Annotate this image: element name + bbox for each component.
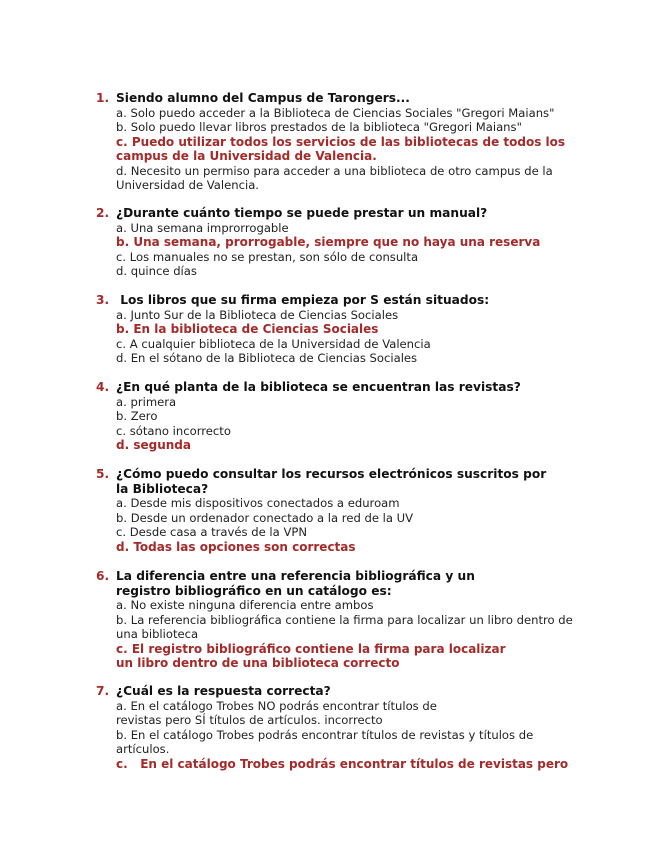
option-d: d. Necesito un permiso para acceder a una biblioteca de otro campus de la Universidad de Valencia. xyxy=(116,163,553,192)
question-heading xyxy=(96,293,576,308)
option-a: a. Solo puedo acceder a la Biblioteca de Ciencias Sociales "Gregori Maians" xyxy=(116,105,555,120)
option-c: c. Los manuales no se prestan, son sólo de consulta xyxy=(116,249,419,264)
question-5 xyxy=(96,467,576,554)
option-a: a. Una semana improrrogable xyxy=(116,220,289,235)
question-heading xyxy=(96,380,576,395)
option-a: a. Junto Sur de la Biblioteca de Ciencias Sociales xyxy=(116,307,399,322)
question-text: Los libros que su firma empieza por S están situados: xyxy=(116,293,490,307)
option-c-correct: c. El registro bibliográfico contiene la firma para localizar un libro dentro de una biblioteca correcto xyxy=(116,641,506,670)
question-number: 7. xyxy=(96,684,110,698)
question-number: 1. xyxy=(96,91,110,105)
question-text: ¿En qué planta de la biblioteca se encuentran las revistas? xyxy=(116,380,521,394)
option-b: b. Desde un ordenador conectado a la red de la UV xyxy=(116,510,414,525)
question-heading xyxy=(96,206,576,221)
option-b-correct: b. En la biblioteca de Ciencias Sociales xyxy=(116,322,379,336)
option-d: d. quince días xyxy=(116,264,197,278)
question-text: ¿Durante cuánto tiempo se puede prestar un manual? xyxy=(116,206,488,220)
option-b: b. La referencia bibliográfica contiene la firma para localizar un libro dentro de una biblioteca xyxy=(116,612,573,641)
option-c: c. sótano incorrecto xyxy=(116,423,231,438)
question-2 xyxy=(96,206,576,279)
option-b: b. Zero xyxy=(116,409,158,423)
question-4 xyxy=(96,380,576,453)
option-a: a. primera xyxy=(116,394,177,409)
question-heading xyxy=(96,91,576,106)
question-text: ¿Cuál es la respuesta correcta? xyxy=(116,684,331,698)
option-a: a. Desde mis dispositivos conectados a eduroam xyxy=(116,496,400,510)
question-text: La diferencia entre una referencia bibliográfica y un registro bibliográfico en un catálogo es: xyxy=(116,569,475,598)
option-b: b. En el catálogo Trobes podrás encontrar títulos de revistas y títulos de artículos. xyxy=(116,727,534,756)
question-3 xyxy=(96,293,576,366)
option-d-correct: d. segunda xyxy=(116,438,191,452)
question-number: 5. xyxy=(96,467,110,481)
question-heading xyxy=(96,569,576,598)
question-heading xyxy=(96,684,576,699)
option-c-correct: c. En el catálogo Trobes podrás encontrar títulos de revistas pero xyxy=(116,756,569,771)
option-b: b. Solo puedo llevar libros prestados de la biblioteca "Gregori Maians" xyxy=(116,120,522,134)
question-number: 4. xyxy=(96,380,110,394)
option-c: c. Desde casa a través de la VPN xyxy=(116,525,308,539)
question-text: ¿Cómo puedo consultar los recursos electrónicos suscritos por la Biblioteca? xyxy=(116,467,547,496)
option-d-correct: d. Todas las opciones son correctas xyxy=(116,539,356,554)
option-d: d. En el sótano de la Biblioteca de Ciencias Sociales xyxy=(116,351,418,365)
option-c-correct: c. Puedo utilizar todos los servicios de las bibliotecas de todos los campus de la Universidad de Valencia. xyxy=(116,134,566,163)
option-a: a. No existe ninguna diferencia entre ambos xyxy=(116,598,374,612)
question-number: 3. xyxy=(96,293,110,307)
question-6 xyxy=(96,569,576,671)
question-number: 6. xyxy=(96,569,110,583)
option-c: c. A cualquier biblioteca de la Universidad de Valencia xyxy=(116,336,431,351)
question-text: Siendo alumno del Campus de Tarongers... xyxy=(116,91,410,105)
question-7 xyxy=(96,684,576,771)
question-1 xyxy=(96,91,576,193)
option-a: a. En el catálogo Trobes NO podrás encontrar títulos de revistas pero SÍ títulos de artículos. incorrecto xyxy=(116,698,437,727)
option-b-correct: b. Una semana, prorrogable, siempre que no haya una reserva xyxy=(116,235,541,249)
question-number: 2. xyxy=(96,206,110,220)
question-heading xyxy=(96,467,576,496)
